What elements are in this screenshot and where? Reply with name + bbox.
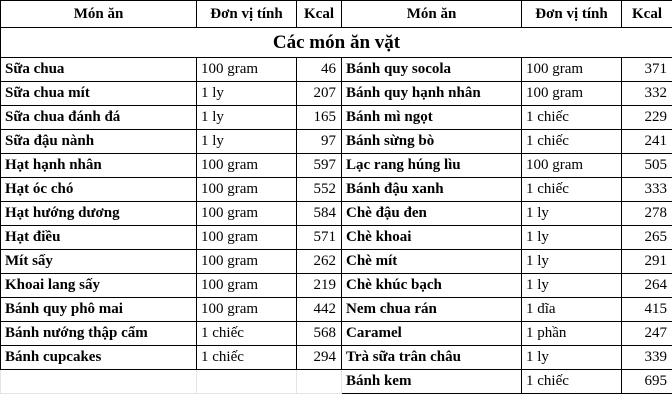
right-food-cell[interactable]: Bánh quy socola <box>342 58 522 82</box>
left-kcal-cell[interactable]: 165 <box>297 106 342 130</box>
right-food-cell[interactable]: Trà sữa trân châu <box>342 346 522 370</box>
left-unit-cell[interactable]: 1 chiếc <box>197 322 297 346</box>
left-kcal-cell[interactable]: 597 <box>297 154 342 178</box>
left-unit-cell[interactable]: 1 ly <box>197 106 297 130</box>
header-unit-right[interactable]: Đơn vị tính <box>522 1 622 28</box>
right-kcal-cell[interactable]: 229 <box>622 106 672 130</box>
left-kcal-cell[interactable]: 568 <box>297 322 342 346</box>
left-food-cell[interactable]: Hạt điều <box>1 226 197 250</box>
table-row <box>1 106 672 130</box>
table-row <box>1 202 672 226</box>
section-title-row <box>1 28 672 58</box>
right-unit-cell[interactable]: 100 gram <box>522 82 622 106</box>
table-row <box>1 250 672 274</box>
right-kcal-cell[interactable]: 247 <box>622 322 672 346</box>
left-food-cell[interactable]: Khoai lang sấy <box>1 274 197 298</box>
section-title[interactable]: Các món ăn vặt <box>1 28 672 58</box>
table-row <box>1 130 672 154</box>
left-food-cell[interactable]: Sữa chua <box>1 58 197 82</box>
right-unit-cell[interactable]: 1 chiếc <box>522 370 622 394</box>
empty-cell[interactable] <box>297 370 342 394</box>
table-row <box>1 154 672 178</box>
left-unit-cell[interactable]: 100 gram <box>197 226 297 250</box>
right-kcal-cell[interactable]: 332 <box>622 82 672 106</box>
right-unit-cell[interactable]: 100 gram <box>522 58 622 82</box>
left-unit-cell[interactable]: 100 gram <box>197 58 297 82</box>
table-row <box>1 370 672 394</box>
table-row <box>1 226 672 250</box>
table-row <box>1 274 672 298</box>
left-unit-cell[interactable]: 1 ly <box>197 82 297 106</box>
right-unit-cell[interactable]: 1 chiếc <box>522 106 622 130</box>
right-kcal-cell[interactable]: 291 <box>622 250 672 274</box>
left-kcal-cell[interactable]: 46 <box>297 58 342 82</box>
left-unit-cell[interactable]: 100 gram <box>197 298 297 322</box>
right-food-cell[interactable]: Chè đậu đen <box>342 202 522 226</box>
table-row <box>1 346 672 370</box>
left-food-cell[interactable]: Bánh cupcakes <box>1 346 197 370</box>
table-row <box>1 298 672 322</box>
left-food-cell[interactable]: Bánh quy phô mai <box>1 298 197 322</box>
right-kcal-cell[interactable]: 339 <box>622 346 672 370</box>
left-kcal-cell[interactable]: 571 <box>297 226 342 250</box>
left-unit-cell[interactable]: 100 gram <box>197 274 297 298</box>
table-row <box>1 178 672 202</box>
left-kcal-cell[interactable]: 294 <box>297 346 342 370</box>
left-food-cell[interactable]: Mít sấy <box>1 250 197 274</box>
right-kcal-cell[interactable]: 371 <box>622 58 672 82</box>
header-food-right[interactable]: Món ăn <box>342 1 522 28</box>
left-food-cell[interactable]: Bánh nướng thập cẩm <box>1 322 197 346</box>
left-food-cell[interactable]: Sữa đậu nành <box>1 130 197 154</box>
right-food-cell[interactable]: Bánh kem <box>342 370 522 394</box>
left-food-cell[interactable]: Sữa chua mít <box>1 82 197 106</box>
header-unit-left[interactable]: Đơn vị tính <box>197 1 297 28</box>
left-kcal-cell[interactable]: 207 <box>297 82 342 106</box>
empty-cell[interactable] <box>1 370 197 394</box>
left-unit-cell[interactable]: 1 chiếc <box>197 346 297 370</box>
left-kcal-cell[interactable]: 219 <box>297 274 342 298</box>
table-row <box>1 58 672 82</box>
right-unit-cell[interactable]: 1 dĩa <box>522 298 622 322</box>
right-food-cell[interactable]: Bánh sừng bò <box>342 130 522 154</box>
right-food-cell[interactable]: Bánh đậu xanh <box>342 178 522 202</box>
right-food-cell[interactable]: Lạc rang húng lìu <box>342 154 522 178</box>
empty-cell[interactable] <box>197 370 297 394</box>
right-kcal-cell[interactable]: 695 <box>622 370 672 394</box>
header-kcal-left[interactable]: Kcal <box>297 1 342 28</box>
right-kcal-cell[interactable]: 278 <box>622 202 672 226</box>
right-kcal-cell[interactable]: 415 <box>622 298 672 322</box>
right-unit-cell[interactable]: 1 ly <box>522 274 622 298</box>
right-kcal-cell[interactable]: 505 <box>622 154 672 178</box>
right-unit-cell[interactable]: 1 phần <box>522 322 622 346</box>
right-unit-cell[interactable]: 1 ly <box>522 346 622 370</box>
right-unit-cell[interactable]: 1 chiếc <box>522 130 622 154</box>
left-kcal-cell[interactable]: 584 <box>297 202 342 226</box>
left-kcal-cell[interactable]: 552 <box>297 178 342 202</box>
left-food-cell[interactable]: Hạt hướng dương <box>1 202 197 226</box>
left-kcal-cell[interactable]: 97 <box>297 130 342 154</box>
right-food-cell[interactable]: Bánh quy hạnh nhân <box>342 82 522 106</box>
left-unit-cell[interactable]: 1 ly <box>197 130 297 154</box>
right-food-cell[interactable]: Chè mít <box>342 250 522 274</box>
table-row <box>1 322 672 346</box>
left-unit-cell[interactable]: 100 gram <box>197 154 297 178</box>
left-food-cell[interactable]: Sữa chua đánh đá <box>1 106 197 130</box>
right-kcal-cell[interactable]: 241 <box>622 130 672 154</box>
right-unit-cell[interactable]: 1 chiếc <box>522 178 622 202</box>
right-food-cell[interactable]: Chè khúc bạch <box>342 274 522 298</box>
right-kcal-cell[interactable]: 333 <box>622 178 672 202</box>
right-unit-cell[interactable]: 100 gram <box>522 154 622 178</box>
right-food-cell[interactable]: Chè khoai <box>342 226 522 250</box>
header-food-left[interactable]: Món ăn <box>1 1 197 28</box>
left-food-cell[interactable]: Hạt óc chó <box>1 178 197 202</box>
left-unit-cell[interactable]: 100 gram <box>197 250 297 274</box>
right-unit-cell[interactable]: 1 ly <box>522 202 622 226</box>
left-food-cell[interactable]: Hạt hạnh nhân <box>1 154 197 178</box>
right-kcal-cell[interactable]: 265 <box>622 226 672 250</box>
header-kcal-right[interactable]: Kcal <box>622 1 672 28</box>
table-row <box>1 82 672 106</box>
right-unit-cell[interactable]: 1 ly <box>522 250 622 274</box>
left-kcal-cell[interactable]: 442 <box>297 298 342 322</box>
right-kcal-cell[interactable]: 264 <box>622 274 672 298</box>
left-kcal-cell[interactable]: 262 <box>297 250 342 274</box>
left-unit-cell[interactable]: 100 gram <box>197 178 297 202</box>
right-food-cell[interactable]: Bánh mì ngọt <box>342 106 522 130</box>
left-unit-cell[interactable]: 100 gram <box>197 202 297 226</box>
right-food-cell[interactable]: Nem chua rán <box>342 298 522 322</box>
right-unit-cell[interactable]: 1 ly <box>522 226 622 250</box>
right-food-cell[interactable]: Caramel <box>342 322 522 346</box>
header-row <box>1 1 672 28</box>
